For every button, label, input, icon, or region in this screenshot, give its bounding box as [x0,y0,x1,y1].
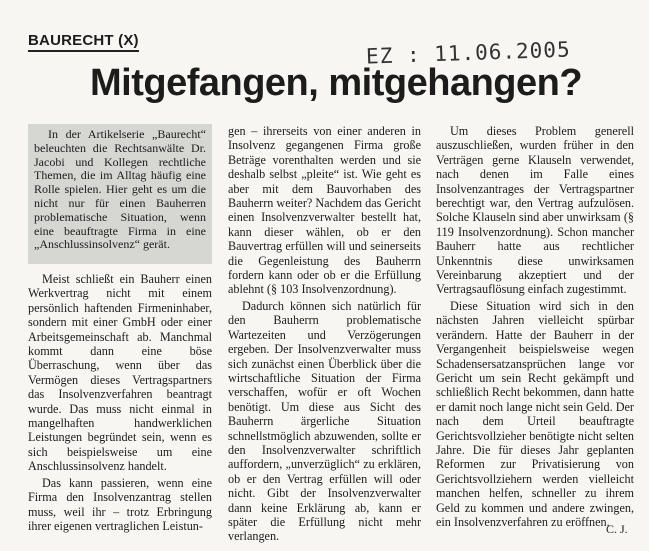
author-signature: C. J. [606,522,628,536]
paragraph: Diese Situation wird sich in den nächsten Jahren vielleicht spürbar verändern. Hatte der Bauherr in der Vergangenheit beispielsweise wegen Schadensersatzansprüchen lange vor Gericht um sein Recht gekämpft und schließlich Recht bekommen, dann hatte er damit noch lange nicht sein Geld. Der nach dem Urteil beauftragte Gerichtsvollzieher benötigte nicht selten Jahre. Die für dieses Jahr geplanten Reformen zur Privatisierung von Gerichtsvollziehern werden vielleicht manchen helfen, schneller zu ihrem Geld zu kommen und andere zwingen, ein Insolvenzverfahren zu eröffnen. [436,298,634,529]
paragraph: Um dieses Problem generell auszuschließen, wurden früher in den Verträgen gerne Klauseln verwendet, nach denen im Falle eines Insolvenzantrages der Vertragspartner berechtigt war, den Vertrag aufzulösen. Solche Klauseln sind aber unwirksam (§ 119 Insolvenzordnung). Schon mancher Bauherr hatte aus rechtlicher Unkenntnis diese unwirksamen Vereinbarung akzeptiert und der Vertragsauflösung einfach zugestimmt. [436,124,634,297]
column-3 [436,124,634,529]
paragraph: Das kann passieren, wenn eine Firma den Insolvenzantrag stellen muss, weil ihr – trotz Erbringung ihrer eigenen vertraglichen Leistun- [28,475,212,533]
paragraph: gen – ihrerseits von einer anderen in Insolvenz gegangenen Firma große Beträge vorenthalten werden und sie deshalb selbst „pleite“ ist. Wie geht es aber mit dem Bauvorhaben des Bauherrn weiter? Nachdem das Gericht einen Insolvenzverwalter bestellt hat, kann dieser wählen, ob er den Bauvertrag erfüllen will und seinerseits die Gegenleistung des Bauherrn fordern kann oder ob er die Erfüllung ablehnt (§ 103 Insolvenzordnung). [228,124,421,297]
section-kicker: BAURECHT (X) [28,32,139,52]
intro-box [28,124,212,264]
column-1 [28,272,212,533]
intro-text: In der Artikelserie „Baurecht“ beleuchten die Rechtsanwälte Dr. Jacobi und Kollegen rechtliche Themen, die im Alltag häufig eine Rolle spielen. Hier geht es um die nicht nur für einen Bauherren problematische Situation, wenn eine beauftragte Firma in eine „Anschlussinsolvenz“ gerät. [34,127,206,252]
paragraph: Dadurch können sich natürlich für den Bauherrn problematische Wartezeiten und Verzögerungen ergeben. Der Insolvenzverwalter muss sich zunächst einen Überblick über die wirtschaftliche Situation der Firma verschaffen, wofür er oft Wochen benötigt. Um diese aus Sicht des Bauherrn ärgerliche Situation schnellstmöglich abzuwenden, sollte er den Insolvenzverwalter schriftlich auffordern, „unverzüglich“ zu erklären, ob er den Vertrag erfüllen will oder nicht. Gibt der Insolvenzverwalter dann keine Erklärung ab, kann er später die Erfüllung nicht mehr verlangen. [228,298,421,544]
article-headline: Mitgefangen, mitgehangen? [90,62,583,104]
column-2 [228,124,421,544]
handwritten-date-note: EZ : 11.06.2005 [365,37,572,69]
paragraph: Meist schließt ein Bauherr einen Werkvertrag nicht mit einem persönlich haftenden Firmeninhaber, sondern mit einer GmbH oder einer Arbeitsgemeinschaft ab. Manchmal kommt dann eine böse Überraschung, wenn über das Vermögen dieses Vertragspartners das Insolvenzverfahren beantragt wurde. Das muss nicht einmal in mangelhaften handwerklichen Leistungen begründet sein, wenn es sich beispielsweise um eine Anschlussinsolvenz handelt. [28,272,212,474]
